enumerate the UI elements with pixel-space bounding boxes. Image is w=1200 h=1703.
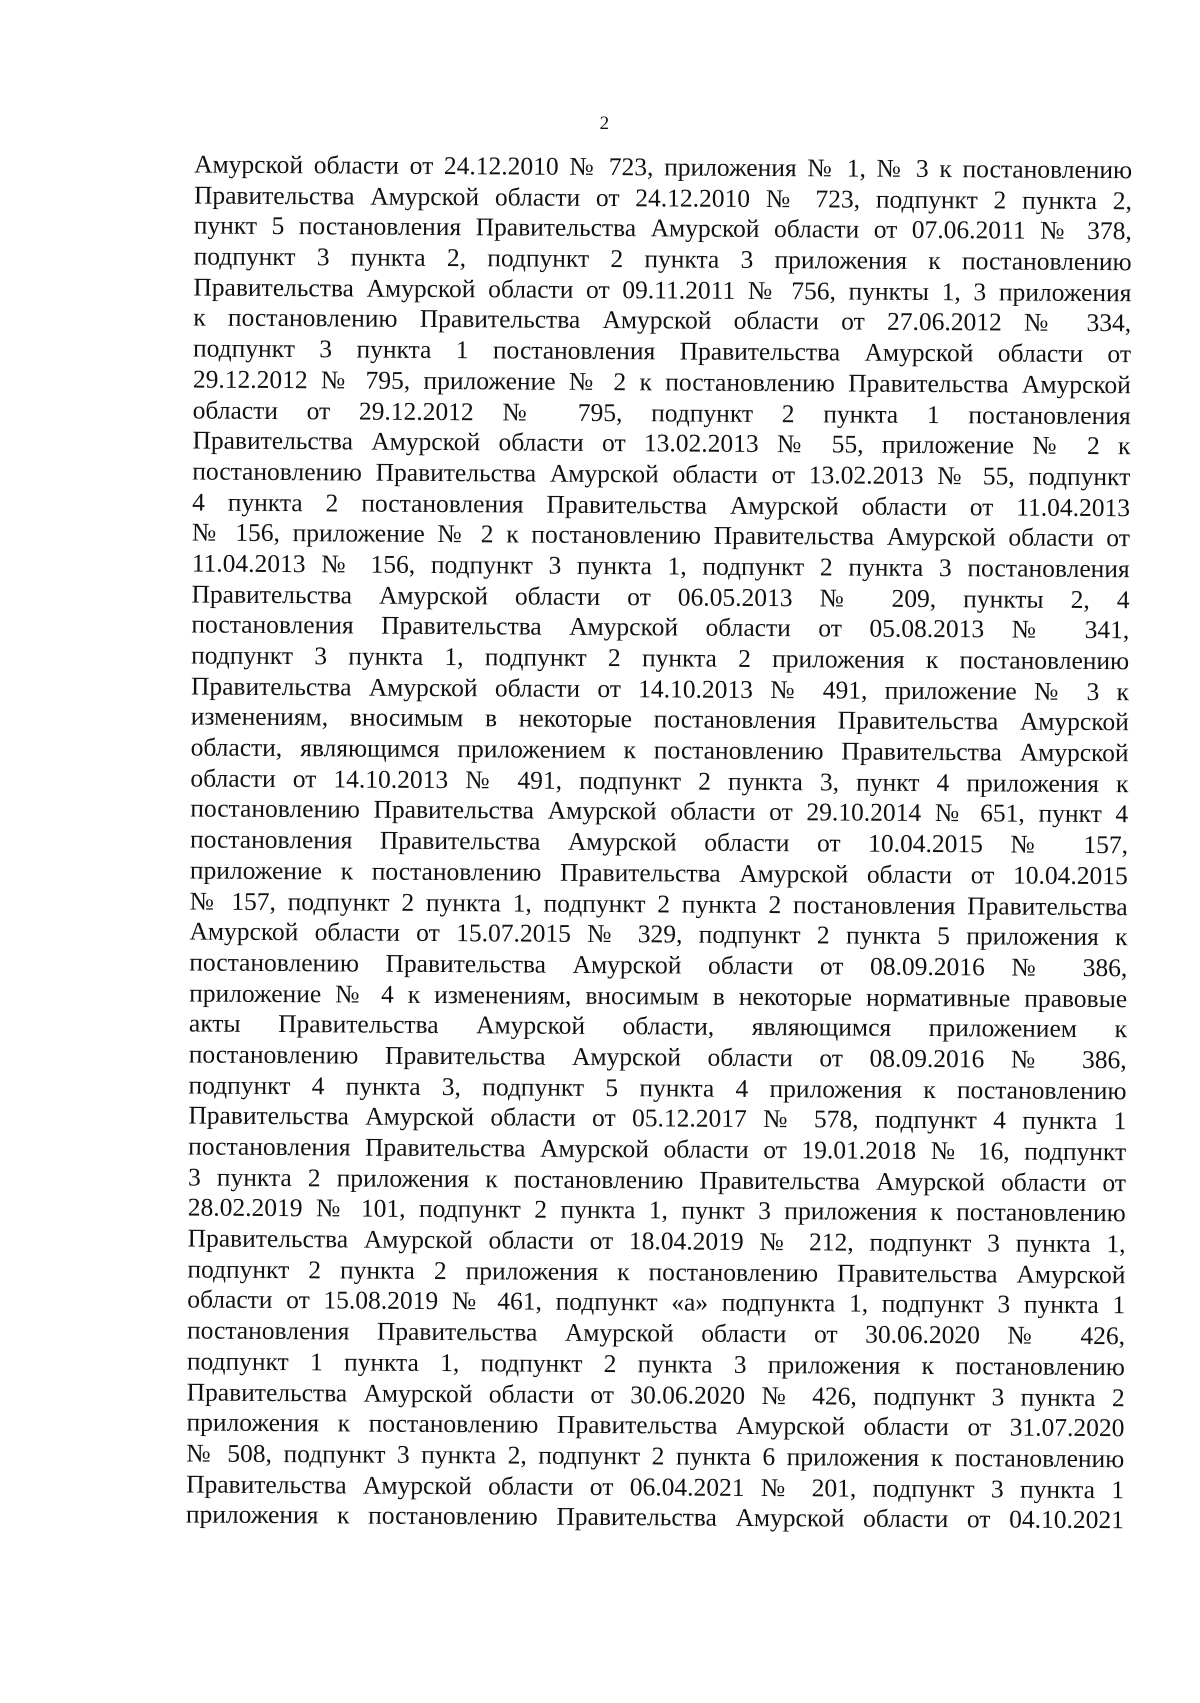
text-line: Правительства Амурской области от 13.02.2013 № 55, приложение № 2 к bbox=[192, 425, 1131, 461]
text-line: 29.12.2012 № 795, приложение № 2 к постановлению Правительства Амурской bbox=[192, 364, 1131, 400]
text-line: Правительства Амурской области от 06.04.2021 № 201, подпункт 3 пункта 1 bbox=[186, 1469, 1125, 1504]
text-line: подпункт 3 пункта 2, подпункт 2 пункта 3 приложения к постановлению bbox=[193, 241, 1132, 277]
text-line: № 156, приложение № 2 к постановлению Правительства Амурской области от bbox=[191, 517, 1131, 553]
text-line: постановления Правительства Амурской области от 10.04.2015 № 157, bbox=[189, 824, 1129, 860]
text-line: постановлению Правительства Амурской области от 08.09.2016 № 386, bbox=[188, 1039, 1127, 1075]
text-line: приложения к постановлению Правительства Амурской области от 04.10.2021 bbox=[185, 1499, 1125, 1535]
text-line: № 508, подпункт 3 пункта 2, подпункт 2 пункта 6 приложения к постановлению bbox=[186, 1438, 1125, 1474]
text-line: Правительства Амурской области от 06.05.2013 № 209, пункты 2, 4 bbox=[191, 579, 1130, 614]
body-text bbox=[186, 150, 1132, 1537]
text-line: постановлению Правительства Амурской области от 13.02.2013 № 55, подпункт bbox=[192, 456, 1131, 492]
text-line: Правительства Амурской области от 05.12.2017 № 578, подпункт 4 пункта 1 bbox=[188, 1100, 1127, 1136]
text-line: Правительства Амурской области от 24.12.2010 № 723, подпункт 2 пункта 2, bbox=[193, 180, 1133, 215]
text-line: области, являющимся приложением к постановлению Правительства Амурской bbox=[190, 732, 1129, 768]
text-line: подпункт 1 пункта 1, подпункт 2 пункта 3 приложения к постановлению bbox=[186, 1346, 1125, 1382]
text-line: постановлению Правительства Амурской области от 29.10.2014 № 651, пункт 4 bbox=[190, 793, 1129, 829]
text-line: подпункт 3 пункта 1 постановления Правительства Амурской области от bbox=[192, 333, 1132, 369]
text-line: 11.04.2013 № 156, подпункт 3 пункта 1, подпункт 2 пункта 3 постановления bbox=[191, 548, 1130, 584]
text-line: Правительства Амурской области от 30.06.2020 № 426, подпункт 3 пункта 2 bbox=[186, 1376, 1125, 1412]
text-line: 28.02.2019 № 101, подпункт 2 пункта 1, пункт 3 приложения к постановлению bbox=[187, 1192, 1126, 1228]
text-line: Амурской области от 24.12.2010 № 723, приложения № 1, № 3 к постановлению bbox=[194, 149, 1133, 185]
text-line: постановления Правительства Амурской области от 05.08.2013 № 341, bbox=[191, 609, 1130, 645]
text-line: № 157, подпункт 2 пункта 1, подпункт 2 пункта 2 постановления Правительства bbox=[189, 885, 1128, 921]
text-line: изменениям, вносимым в некоторые постановления Правительства Амурской bbox=[190, 701, 1129, 737]
text-line: 4 пункта 2 постановления Правительства Амурской области от 11.04.2013 bbox=[192, 487, 1131, 522]
text-line: области от 29.12.2012 № 795, подпункт 2 пункта 1 постановления bbox=[192, 395, 1131, 430]
text-line: пункт 5 постановления Правительства Амурской области от 07.06.2011 № 378, bbox=[193, 210, 1132, 246]
page-number: 2 bbox=[599, 112, 610, 135]
text-line: подпункт 3 пункта 1, подпункт 2 пункта 2 приложения к постановлению bbox=[191, 640, 1130, 676]
text-line: Амурской области от 15.07.2015 № 329, подпункт 2 пункта 5 приложения к bbox=[189, 916, 1128, 952]
text-line: акты Правительства Амурской области, являющимся приложением к bbox=[188, 1008, 1128, 1044]
text-line: постановления Правительства Амурской области от 19.01.2018 № 16, подпункт bbox=[188, 1131, 1127, 1167]
text-line: подпункт 2 пункта 2 приложения к постановлению Правительства Амурской bbox=[187, 1254, 1126, 1289]
text-line: 3 пункта 2 приложения к постановлению Правительства Амурской области от bbox=[187, 1162, 1127, 1197]
text-line: подпункт 4 пункта 3, подпункт 5 пункта 4 приложения к постановлению bbox=[188, 1070, 1127, 1105]
text-line: постановления Правительства Амурской области от 30.06.2020 № 426, bbox=[186, 1315, 1126, 1351]
text-line: приложения к постановлению Правительства Амурской области от 31.07.2020 bbox=[186, 1407, 1125, 1443]
text-line: Правительства Амурской области от 14.10.2013 № 491, приложение № 3 к bbox=[190, 671, 1130, 706]
text-line: области от 15.08.2019 № 461, подпункт «а» подпункта 1, подпункт 3 пункта 1 bbox=[187, 1284, 1126, 1320]
text-line: к постановлению Правительства Амурской области от 27.06.2012 № 334, bbox=[193, 302, 1132, 338]
text-line: приложение № 4 к изменениям, вносимым в некоторые нормативные правовые bbox=[189, 978, 1128, 1013]
text-line: области от 14.10.2013 № 491, подпункт 2 пункта 3, пункт 4 приложения к bbox=[190, 763, 1129, 798]
text-line: Правительства Амурской области от 09.11.2011 № 756, пункты 1, 3 приложения bbox=[193, 272, 1132, 307]
text-line: приложение к постановлению Правительства Амурской области от 10.04.2015 bbox=[189, 855, 1128, 891]
text-line: Правительства Амурской области от 18.04.2019 № 212, подпункт 3 пункта 1, bbox=[187, 1223, 1126, 1259]
text-line: постановлению Правительства Амурской области от 08.09.2016 № 386, bbox=[189, 947, 1128, 983]
